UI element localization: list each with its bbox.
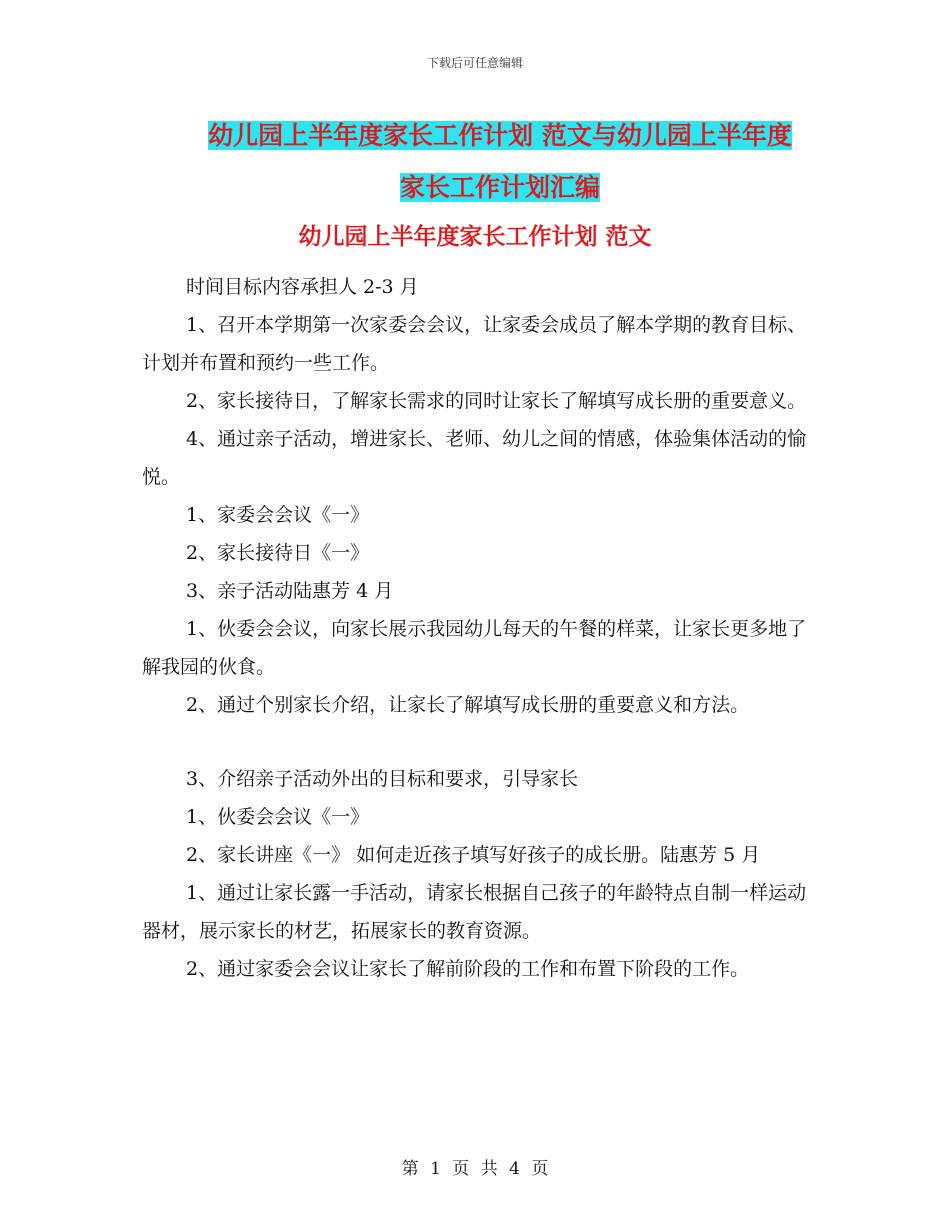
header-note: 下载后可任意编辑 <box>426 56 523 70</box>
paragraph: 1、召开本学期第一次家委会会议，让家委会成员了解本学期的教育目标、计划并布置和预约一些工作。 <box>142 314 807 374</box>
paragraph: 2、家长接待日《一》 <box>186 542 370 564</box>
document-title <box>140 110 860 214</box>
paragraph: 4、通过亲子活动，增进家长、老师、幼儿之间的情感，体验集体活动的愉悦。 <box>142 428 807 488</box>
paragraph: 1、通过让家长露一手活动，请家长根据自己孩子的年龄特点自制一样运动器材，展示家长的材艺，拓展家长的教育资源。 <box>142 882 807 942</box>
document-title-line-1: 幼儿园上半年度家长工作计划 范文与幼儿园上半年度 <box>208 121 792 150</box>
paragraph: 2、家长接待日，了解家长需求的同时让家长了解填写成长册的重要意义。 <box>186 390 807 412</box>
document-body <box>142 268 817 988</box>
paragraph: 1、家委会会议《一》 <box>186 504 370 526</box>
paragraph: 2、通过家委会会议让家长了解前阶段的工作和布置下阶段的工作。 <box>186 958 750 980</box>
paragraph: 1、伙委会会议，向家长展示我园幼儿每天的午餐的样菜，让家长更多地了解我园的伙食。 <box>142 618 807 678</box>
paragraph: 3、介绍亲子活动外出的目标和要求，引导家长 <box>186 768 579 790</box>
paragraph: 1、伙委会会议《一》 <box>186 806 370 828</box>
page-number: 第 1 页 共 4 页 <box>401 1159 549 1179</box>
paragraph: 3、亲子活动陆惠芳 4 月 <box>186 580 394 602</box>
paragraph: 2、通过个别家长介绍，让家长了解填写成长册的重要意义和方法。 <box>186 694 750 716</box>
paragraph: 时间目标内容承担人 2-3 月 <box>186 276 419 298</box>
document-title-line-2: 家长工作计划汇编 <box>399 173 600 202</box>
paragraph: 2、家长讲座《一》 如何走近孩子填写好孩子的成长册。陆惠芳 5 月 <box>186 844 761 866</box>
section-title: 幼儿园上半年度家长工作计划 范文 <box>298 224 652 250</box>
